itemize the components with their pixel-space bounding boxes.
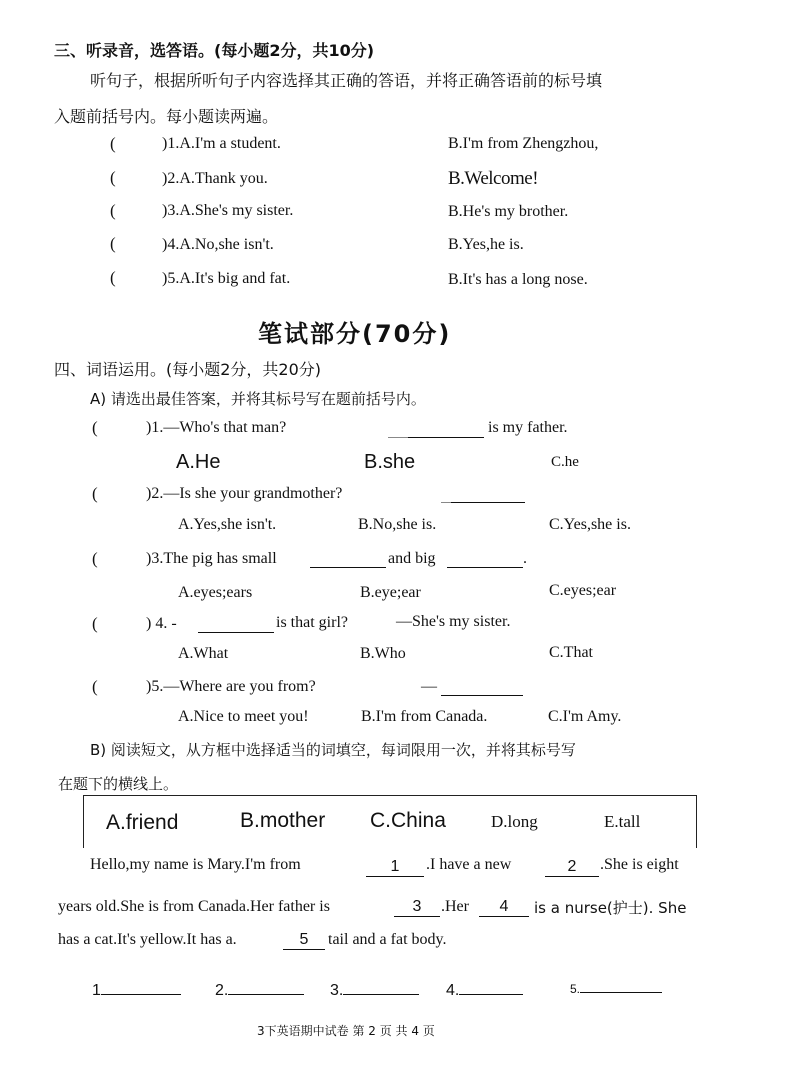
q4-blank[interactable] xyxy=(198,618,274,638)
q5-option-b: B.I'm from Canada. xyxy=(361,708,488,725)
passage-blank-3[interactable] xyxy=(394,898,440,917)
answer-line-label: 2. xyxy=(215,982,229,999)
word-box-item: C.China xyxy=(370,809,446,832)
passage-line2-a: years old.She is from Canada.Her father is xyxy=(58,898,330,915)
answer-line-2[interactable] xyxy=(215,980,304,1000)
answer-paren[interactable]: ( xyxy=(92,549,98,568)
q4-stem-c: —She's my sister. xyxy=(396,613,511,630)
passage-line1-a: Hello,my name is Mary.I'm from xyxy=(90,856,301,873)
passage-line1-b: .I have a new xyxy=(426,856,512,873)
passage-blank-1[interactable] xyxy=(366,858,424,877)
q3-blank-2[interactable] xyxy=(447,553,523,573)
answer-line-3[interactable] xyxy=(330,980,419,1000)
answer-paren[interactable]: ( xyxy=(92,677,98,696)
page-footer: 3下英语期中试卷 第 2 页 共 4 页 xyxy=(257,1024,435,1038)
item-option-b: B.I'm from Zhengzhou, xyxy=(448,135,599,152)
passage-blank-number: 4 xyxy=(479,899,529,917)
answer-paren[interactable]: ( xyxy=(92,614,98,633)
q3-stem-b: and big xyxy=(388,550,436,567)
answer-paren[interactable]: ( xyxy=(110,234,116,253)
item-option-b: B.Welcome! xyxy=(448,168,539,189)
q2-option-a: A.Yes,she isn't. xyxy=(178,516,277,533)
q5-blank[interactable] xyxy=(441,681,523,701)
q5-option-a: A.Nice to meet you! xyxy=(178,708,309,725)
passage-blank-number: 3 xyxy=(394,899,440,917)
part-a-instruction: A) 请选出最佳答案，并将其标号写在题前括号内。 xyxy=(90,390,426,408)
q1-stem: )1.—Who's that man? xyxy=(146,419,287,436)
passage-blank-2[interactable] xyxy=(545,858,599,877)
q5-option-c: C.I'm Amy. xyxy=(548,708,622,725)
passage-line2-c: is a nurse(护士). She xyxy=(534,899,687,917)
section4-heading: 四、词语运用。(每小题2分，共20分) xyxy=(54,360,322,379)
q1-option-c: C.he xyxy=(551,454,579,470)
section3-instruction-line2: 入题前括号内。每小题读两遍。 xyxy=(54,107,279,126)
q1-option-a: A.He xyxy=(176,451,221,473)
answer-line-label: 5. xyxy=(570,982,581,996)
part-b-instruction-line1: B) 阅读短文，从方框中选择适当的词填空，每词限用一次，并将其标号写 xyxy=(90,741,576,759)
q2-option-b: B.No,she is. xyxy=(358,516,437,533)
q2-stem: )2.—Is she your grandmother? xyxy=(146,485,343,502)
answer-line-4[interactable] xyxy=(446,980,523,1000)
word-box-item: D.long xyxy=(491,812,538,831)
section3-heading: 三、听录音，选答语。(每小题2分，共10分) xyxy=(54,41,375,60)
passage-blank-number: 1 xyxy=(366,859,424,877)
answer-paren[interactable]: ( xyxy=(92,418,98,437)
q4-option-b: B.Who xyxy=(360,645,406,662)
answer-paren[interactable]: ( xyxy=(110,201,116,220)
passage-blank-5[interactable] xyxy=(283,931,325,950)
item-option-a: )2.A.Thank you. xyxy=(162,170,268,187)
q2-answer-blank[interactable] xyxy=(441,488,525,508)
q3-stem-c: . xyxy=(523,550,527,567)
item-option-a: )4.A.No,she isn't. xyxy=(162,236,274,253)
q3-option-a: A.eyes;ears xyxy=(178,584,253,601)
q5-stem: )5.—Where are you from? xyxy=(146,678,316,695)
q1-option-b: B.she xyxy=(364,451,416,473)
q5-dash: — xyxy=(421,678,437,695)
q3-option-b: B.eye;ear xyxy=(360,584,421,601)
passage-line2-b: .Her xyxy=(441,898,469,915)
q4-option-c: C.That xyxy=(549,644,593,661)
answer-paren[interactable]: ( xyxy=(110,168,116,187)
item-option-a: )5.A.It's big and fat. xyxy=(162,270,291,287)
written-part-title: 笔试部分(70分) xyxy=(258,320,452,348)
q4-stem-b: is that girl? xyxy=(276,614,348,631)
q2-option-c: C.Yes,she is. xyxy=(549,516,631,533)
answer-line-1[interactable] xyxy=(92,980,181,1000)
q4-stem-a: ) 4. - xyxy=(146,615,177,632)
q3-blank-1[interactable] xyxy=(310,553,386,573)
passage-line1-c: .She is eight xyxy=(600,856,679,873)
q4-option-a: A.What xyxy=(178,645,229,662)
passage-blank-4[interactable] xyxy=(479,898,529,917)
item-option-b: B.He's my brother. xyxy=(448,203,569,220)
passage-line3-a: has a cat.It's yellow.It has a. xyxy=(58,931,237,948)
passage-blank-number: 5 xyxy=(283,932,325,950)
item-option-b: B.Yes,he is. xyxy=(448,236,524,253)
word-box-item: A.friend xyxy=(106,811,179,834)
answer-line-5[interactable] xyxy=(570,978,662,998)
answer-paren[interactable]: ( xyxy=(110,134,116,153)
q1-answer-blank[interactable] xyxy=(388,423,484,443)
word-box-item: B.mother xyxy=(240,809,326,832)
word-box-item: E.tall xyxy=(604,812,641,831)
part-b-instruction-line2: 在题下的横线上。 xyxy=(58,775,179,793)
answer-paren[interactable]: ( xyxy=(110,268,116,287)
q1-tail: is my father. xyxy=(488,419,568,436)
section3-instruction-line1: 听句子，根据所听句子内容选择其正确的答语，并将正确答语前的标号填 xyxy=(90,71,603,90)
passage-blank-number: 2 xyxy=(545,859,599,877)
answer-paren[interactable]: ( xyxy=(92,484,98,503)
q3-option-c: C.eyes;ear xyxy=(549,582,617,599)
item-option-b: B.It's has a long nose. xyxy=(448,271,588,288)
answer-line-label: 4. xyxy=(446,982,460,999)
answer-line-label: 1 xyxy=(92,982,101,999)
item-option-a: )1.A.I'm a student. xyxy=(162,135,281,152)
item-option-a: )3.A.She's my sister. xyxy=(162,202,294,219)
q3-stem-a: )3.The pig has small xyxy=(146,550,277,567)
answer-line-label: 3. xyxy=(330,982,344,999)
passage-line3-b: tail and a fat body. xyxy=(328,931,447,948)
